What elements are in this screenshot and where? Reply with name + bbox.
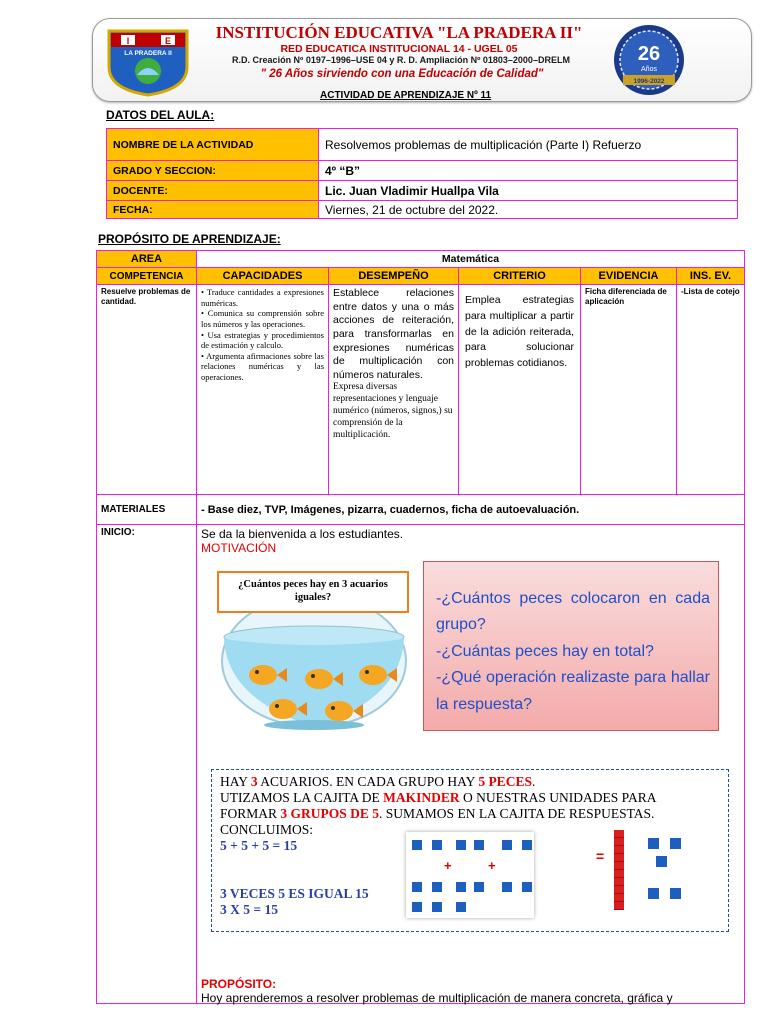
- unit-blocks-card: [406, 832, 534, 918]
- explanation-line-4: CONCLUIMOS:: [220, 822, 314, 837]
- datos-row: [107, 161, 738, 181]
- unit-block: [656, 856, 667, 867]
- plus-sign: +: [444, 858, 452, 873]
- question-item: -¿Cuántos peces colocaron en cada grupo?: [436, 590, 710, 634]
- unit-block: [432, 882, 442, 892]
- capacidad-item: • Comunica su comprensión sobre los números y las operaciones.: [201, 308, 324, 329]
- anniversary-seal: [609, 23, 689, 97]
- shield-letter-e: E: [164, 36, 172, 46]
- question-item: -¿Qué operación realizaste para hallar la respuesta?: [436, 669, 710, 713]
- capacidad-item: • Traduce cantidades a expresiones numéricas.: [201, 287, 324, 308]
- desempeno-text-1: Establece relaciones entre datos y una o más acciones de reiteración, para transformarlas en expresiones numéricas de multiplicación con números naturales.: [333, 287, 454, 381]
- school-network: RED EDUCATICA INSTITUCIONAL 14 - UGEL 05: [280, 43, 518, 55]
- explanation-box: [211, 769, 729, 932]
- unit-block: [670, 838, 681, 849]
- unit-block: [412, 840, 422, 850]
- proposito-label: PROPÓSITO:: [201, 977, 277, 991]
- inicio-row: [97, 525, 745, 1004]
- header-competencia: COMPETENCIA: [97, 268, 197, 285]
- header-evidencia: EVIDENCIA: [581, 268, 677, 285]
- proposito-table: [96, 250, 745, 1004]
- school-shield-logo: [105, 27, 191, 97]
- equals-sign: =: [596, 848, 605, 864]
- datos-value: 4º “B”: [319, 161, 738, 181]
- questions-box: [423, 561, 719, 731]
- evidencia-cell: Ficha diferenciada de aplicación: [581, 285, 677, 495]
- inicio-label: INICIO:: [97, 525, 197, 1004]
- datos-value: Viernes, 21 de octubre del 2022.: [319, 201, 738, 219]
- datos-row: [107, 129, 738, 161]
- header-ins-ev: INS. EV.: [677, 268, 745, 285]
- unit-block: [648, 888, 659, 899]
- capacidades-cell: [197, 285, 329, 495]
- datos-value: Lic. Juan Vladimir Huallpa Vila: [319, 181, 738, 201]
- welcome-text: Se da la bienvenida a los estudiantes.: [201, 527, 404, 541]
- instrumento-cell: -Lista de cotejo: [677, 285, 745, 495]
- inicio-content: [197, 525, 745, 1004]
- header-desempeno: DESEMPEÑO: [329, 268, 459, 285]
- proposito-title: PROPÓSITO DE APRENDIZAJE:: [98, 232, 281, 246]
- seal-word: Años: [641, 66, 657, 73]
- shield-letter-i: I: [126, 36, 130, 46]
- question-item: -¿Cuántas peces hay en total?: [436, 642, 654, 660]
- datos-aula-title: DATOS DEL AULA:: [106, 108, 215, 122]
- motivacion-heading: MOTIVACIÓN: [201, 541, 277, 555]
- area-row: [97, 251, 745, 268]
- seal-number: 26: [637, 43, 661, 65]
- materiales-label: MATERIALES: [97, 495, 197, 525]
- unit-block: [522, 840, 532, 850]
- unit-block: [456, 902, 466, 912]
- unit-block: [502, 882, 512, 892]
- materiales-row: [97, 495, 745, 525]
- unit-block: [502, 840, 512, 850]
- fish-question-box: ¿Cuántos peces hay en 3 acuarios iguales?: [217, 571, 409, 613]
- school-resolution: R.D. Creación Nº 0197–1996–USE 04 y R. D. Ampliación Nº 01803–2000–DRELM: [232, 55, 570, 65]
- unit-block: [670, 888, 681, 899]
- datos-value: Resolvemos problemas de multiplicación (Parte I) Refuerzo: [319, 129, 738, 161]
- desempeno-text-2: Expresa diversas representaciones y lenguaje numérico (números, signos,) su comprensión de la multiplicación.: [333, 382, 453, 440]
- datos-label: DOCENTE:: [107, 181, 319, 201]
- school-slogan: " 26 Años sirviendo con una Educación de Calidad": [260, 68, 544, 80]
- datos-label: GRADO Y SECCION:: [107, 161, 319, 181]
- plus-sign: +: [488, 858, 496, 873]
- proposito-text: Hoy aprenderemos a resolver problemas de multiplicación de manera concreta, gráfica y: [201, 991, 673, 1005]
- activity-heading-partial: ACTIVIDAD DE APRENDIZAJE Nº 11: [320, 90, 492, 101]
- capacidad-item: • Usa estrategias y procedimientos de estimación y calculo.: [201, 329, 324, 351]
- content-row: [97, 285, 745, 495]
- school-title: INSTITUCIÓN EDUCATIVA "LA PRADERA II": [215, 23, 583, 42]
- datos-label: NOMBRE DE LA ACTIVIDAD: [107, 129, 319, 161]
- unit-block: [456, 882, 466, 892]
- unit-block: [432, 902, 442, 912]
- header-row: [97, 268, 745, 285]
- unit-block: [456, 840, 466, 850]
- capacidad-item: • Argumenta afirmaciones sobre las relaciones numéricas y las operaciones.: [201, 350, 324, 382]
- area-value: Matemática: [197, 251, 745, 268]
- ten-rod-block: [614, 830, 624, 910]
- explanation-line-3: FORMAR 3 GRUPOS DE 5. SUMAMOS EN LA CAJITA DE RESPUESTAS.: [220, 806, 655, 821]
- unit-block: [648, 838, 659, 849]
- veces-expression: 3 VECES 5 ES IGUAL 15: [220, 886, 369, 901]
- area-label: AREA: [97, 251, 197, 268]
- materiales-value: - Base diez, TVP, Imágenes, pizarra, cuadernos, ficha de autoevaluación.: [197, 495, 745, 525]
- unit-block: [522, 882, 532, 892]
- header-capacidades: CAPACIDADES: [197, 268, 329, 285]
- unit-block: [412, 902, 422, 912]
- datos-label: FECHA:: [107, 201, 319, 219]
- seal-years: 1996-2022: [633, 78, 665, 85]
- shield-text: LA PRADERA II: [124, 50, 172, 57]
- product-expression: 3 X 5 = 15: [220, 902, 278, 917]
- datos-row: [107, 201, 738, 219]
- desempeno-cell: [329, 285, 459, 495]
- unit-block: [412, 882, 422, 892]
- unit-block: [474, 840, 484, 850]
- unit-block: [432, 840, 442, 850]
- explanation-line-2: UTIZAMOS LA CAJITA DE MAKINDER O NUESTRAS UNIDADES PARA: [220, 790, 657, 805]
- header-criterio: CRITERIO: [459, 268, 581, 285]
- explanation-line-1: HAY 3 ACUARIOS. EN CADA GRUPO HAY 5 PECES.: [220, 774, 536, 789]
- datos-aula-table: [106, 128, 738, 219]
- sum-expression: 5 + 5 + 5 = 15: [220, 838, 298, 853]
- competencia-cell: Resuelve problemas de cantidad.: [97, 285, 197, 495]
- datos-row: [107, 181, 738, 201]
- unit-block: [474, 882, 484, 892]
- criterio-cell: Emplea estrategias para multiplicar a partir de la adición reiterada, para solucionar problemas cotidianos.: [459, 285, 581, 495]
